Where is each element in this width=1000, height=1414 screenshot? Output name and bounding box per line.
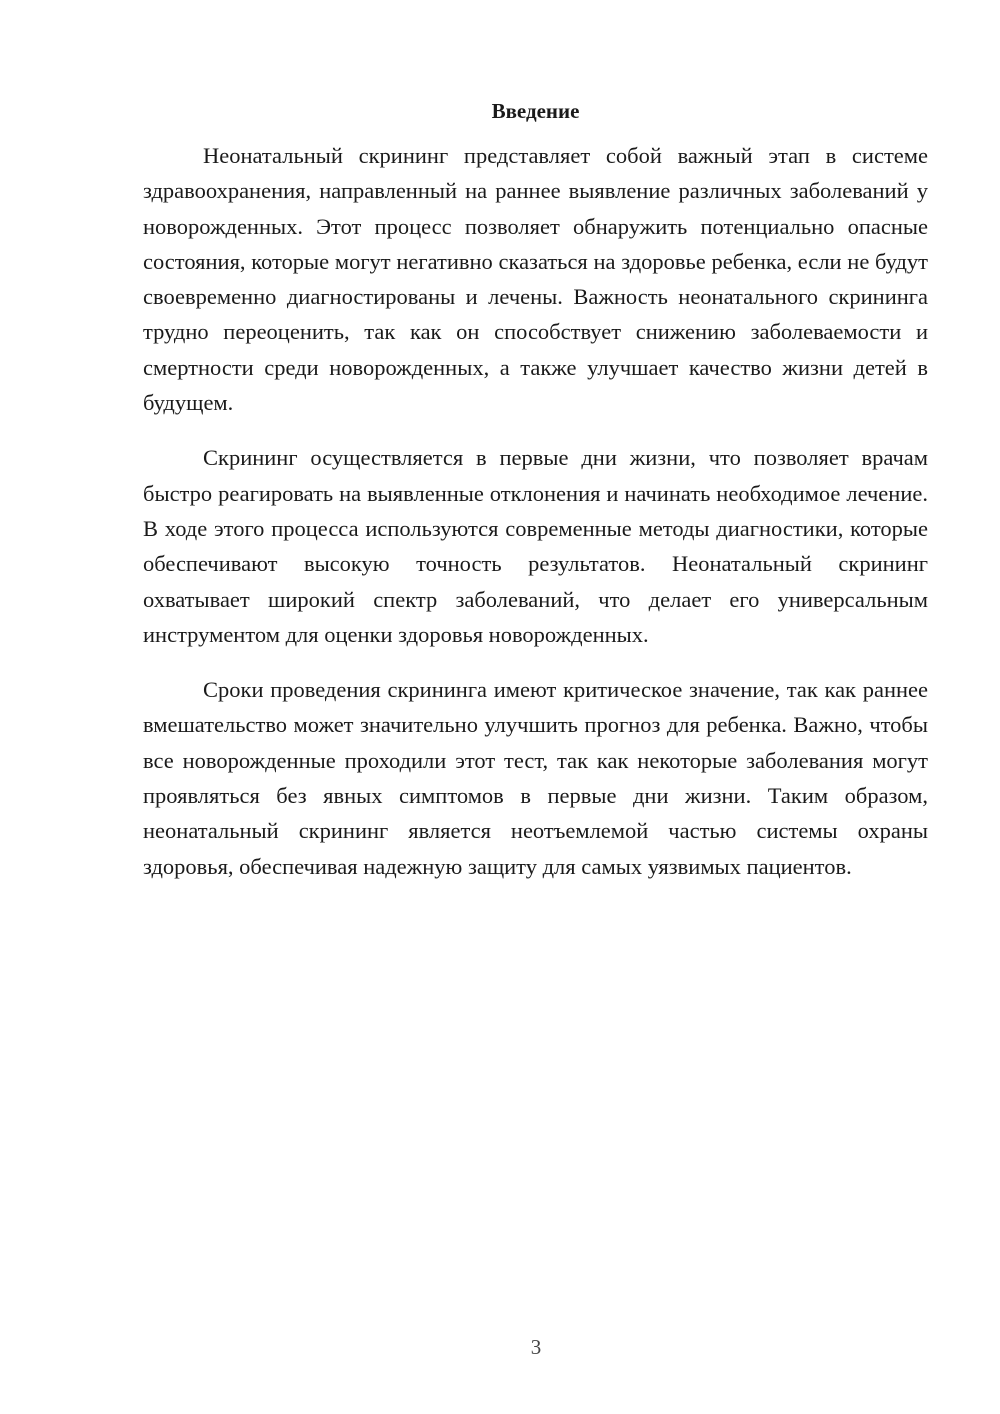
page-content — [143, 96, 928, 904]
paragraph-1: Неонатальный скрининг представляет собой важный этап в системе здравоохранения, направленный на раннее выявление различных заболеваний у новорожденных. Этот процесс позволяет обнаружить потенциально опасные состояния, которые могут негативно сказаться на здоровье ребенка, если не будут своевременно диагностированы и лечены. Важность неонатального скрининга трудно переоценить, так как он способствует снижению заболеваемости и смертности среди новорожденных, а также улучшает качество жизни детей в будущем. — [143, 143, 928, 416]
page-number: 3 — [530, 1335, 542, 1359]
paragraph-2: Скрининг осуществляется в первые дни жизни, что позволяет врачам быстро реагировать на выявленные отклонения и начинать необходимое лечение. В ходе этого процесса используются современные методы диагностики, которые обеспечивают высокую точность результатов. Неонатальный скрининг охватывает широкий спектр заболеваний, что делает его универсальным инструментом для оценки здоровья новорожденных. — [143, 445, 928, 647]
paragraph-3: Сроки проведения скрининга имеют критическое значение, так как раннее вмешательство может значительно улучшить прогноз для ребенка. Важно, чтобы все новорожденные проходили этот тест, так как некоторые заболевания могут проявляться без явных симптомов в первые дни жизни. Таким образом, неонатальный скрининг является неотъемлемой частью системы охраны здоровья, обеспечивая надежную защиту для самых уязвимых пациентов. — [143, 677, 928, 879]
section-heading: Введение — [491, 99, 580, 123]
